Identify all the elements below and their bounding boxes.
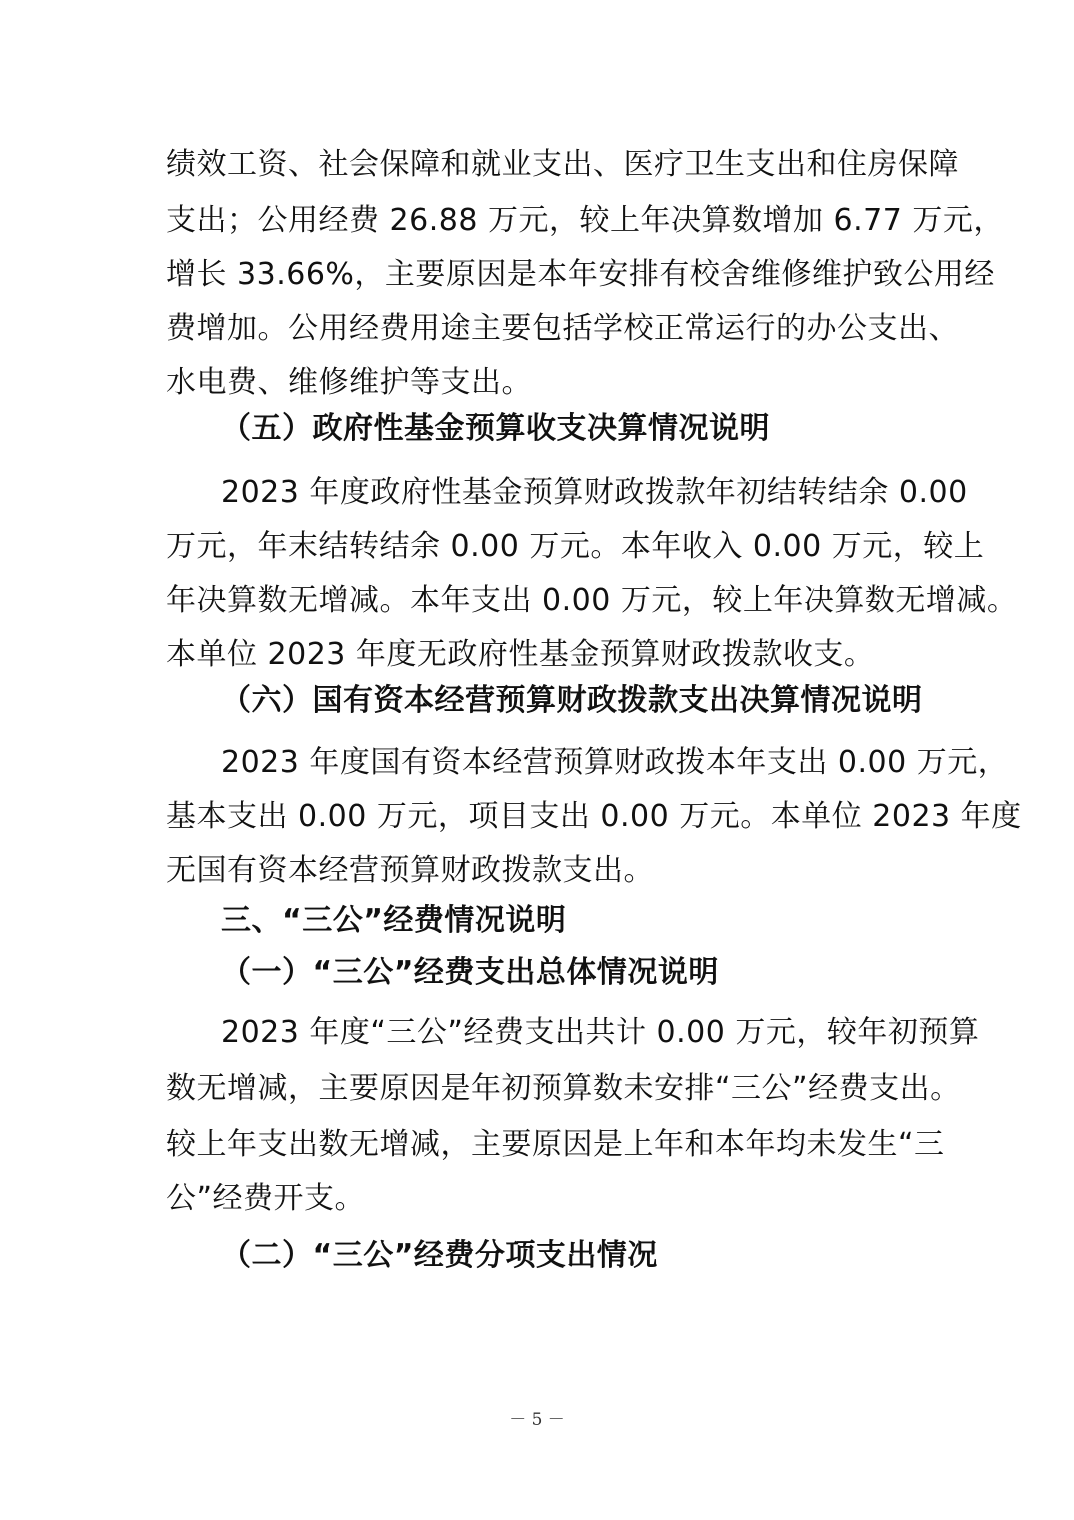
paragraph-line: 支出；公用经费 26.88 万元，较上年决算数增加 6.77 万元， [166,203,1004,238]
paragraph-line: 水电费、维修维护等支出。 [166,365,532,400]
paragraph-line: 绩效工资、社会保障和就业支出、医疗卫生支出和住房保障 [166,147,959,182]
paragraph-line: 年决算数无增减。本年支出 0.00 万元，较上年决算数无增减。 [166,583,1018,618]
paragraph-line: 基本支出 0.00 万元，项目支出 0.00 万元。本单位 2023 年度 [166,799,1022,834]
paragraph-line: 2023 年度“三公”经费支出共计 0.00 万元，较年初预算 [221,1015,980,1050]
paragraph-line: 增长 33.66%，主要原因是本年安排有校舍维修维护致公用经 [166,257,995,292]
paragraph-line: 数无增减，主要原因是年初预算数未安排“三公”经费支出。 [166,1071,961,1106]
paragraph-line: 2023 年度政府性基金预算财政拨款年初结转结余 0.00 [221,475,968,510]
section-heading-3-2: （二）“三公”经费分项支出情况 [221,1238,658,1273]
paragraph-line: 公”经费开支。 [166,1181,366,1216]
section-heading-3-1: （一）“三公”经费支出总体情况说明 [221,955,719,990]
paragraph-line: 万元，年末结转结余 0.00 万元。本年收入 0.00 万元，较上 [166,529,985,564]
paragraph-line: 2023 年度国有资本经营预算财政拨本年支出 0.00 万元， [221,745,1009,780]
paragraph-line: 费增加。公用经费用途主要包括学校正常运行的办公支出、 [166,311,959,346]
chapter-heading-3: 三、“三公”经费情况说明 [221,903,567,938]
page-number: － 5 － [509,1410,565,1430]
paragraph-line: 较上年支出数无增减，主要原因是上年和本年均未发生“三 [166,1127,945,1162]
paragraph-line: 本单位 2023 年度无政府性基金预算财政拨款收支。 [166,637,875,672]
paragraph-line: 无国有资本经营预算财政拨款支出。 [166,853,654,888]
section-heading-5: （五）政府性基金预算收支决算情况说明 [221,411,770,446]
section-heading-6: （六）国有资本经营预算财政拨款支出决算情况说明 [221,683,923,718]
